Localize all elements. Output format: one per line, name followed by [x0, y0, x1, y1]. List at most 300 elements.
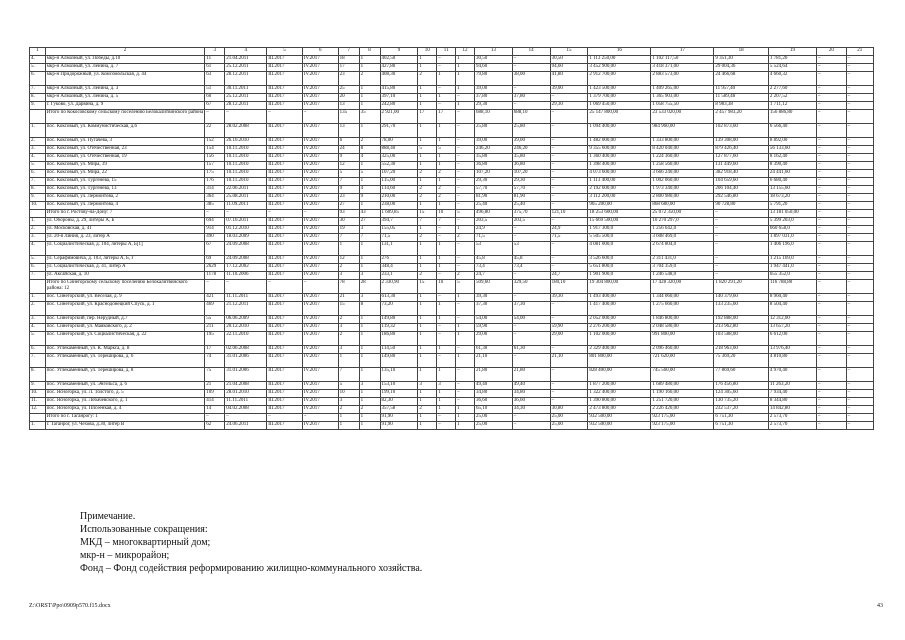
- table-cell: 94,60: [475, 64, 513, 72]
- table-cell: III.2017: [267, 422, 303, 430]
- table-cell: 25.12.2011: [225, 94, 267, 102]
- table-cell: –: [550, 242, 588, 256]
- table-cell: 1.: [30, 218, 46, 226]
- table-cell: 35,80: [512, 154, 550, 162]
- header-cell: 10: [418, 48, 437, 56]
- table-cell: 6.: [30, 346, 46, 354]
- table-cell: 6.: [30, 72, 46, 86]
- table-cell: 2: [456, 272, 475, 280]
- table-cell: [30, 210, 46, 218]
- table-cell: –: [817, 186, 846, 194]
- table-cell: 5 399 203,0: [768, 218, 816, 226]
- table-cell: 28.12.2011: [225, 102, 267, 110]
- table-cell: 119,32: [380, 324, 418, 332]
- table-cell: 24,7: [550, 272, 588, 280]
- table-cell: 2 921,00: [380, 110, 418, 124]
- table-cell: 1: [338, 414, 359, 422]
- footer-page-number: 43: [877, 603, 883, 609]
- table-cell: 218 963,60: [714, 346, 769, 354]
- table-cell: –: [846, 124, 873, 138]
- address-cell: мкр-н Алмазный, ул. Ленина, д. 7: [45, 64, 205, 72]
- table-cell: –: [846, 242, 873, 256]
- header-cell: 11: [437, 48, 456, 56]
- table-cell: 6 751,30: [714, 422, 769, 430]
- table-cell: 2: [418, 194, 437, 202]
- table-row: [30, 178, 874, 186]
- table-cell: 1: [437, 406, 456, 414]
- table-cell: 11.09.2011: [225, 202, 267, 210]
- table-cell: 07.10.2011: [225, 218, 267, 226]
- table-row: [30, 234, 874, 242]
- table-cell: 1: [456, 64, 475, 72]
- table-cell: 39,30: [550, 294, 588, 302]
- header-cell: 13: [475, 48, 513, 56]
- table-cell: 1: [418, 324, 437, 332]
- table-cell: 1 113 250,00: [588, 56, 651, 64]
- table-cell: IV.2017: [302, 382, 338, 390]
- table-cell: –: [817, 294, 846, 302]
- table-cell: –: [714, 210, 769, 218]
- table-cell: 21,10: [550, 354, 588, 368]
- table-cell: 1 973 340,00: [651, 186, 714, 194]
- table-cell: 23 533 020,00: [651, 110, 714, 124]
- table-cell: III.2017: [267, 72, 303, 86]
- table-cell: 3 704 359,0: [651, 264, 714, 272]
- table-cell: 868 680,00: [651, 202, 714, 210]
- table-cell: 2 912 700,00: [588, 72, 651, 86]
- address-cell: Итого по г. Таганрогу: 1: [45, 414, 205, 422]
- table-cell: –: [846, 194, 873, 202]
- table-cell: 1: [456, 56, 475, 64]
- header-cell: 7: [338, 48, 359, 56]
- table-cell: III.2017: [267, 178, 303, 186]
- table-cell: –: [512, 422, 550, 430]
- address-cell: пос. Коксовый, ул. Лермонтова, 4: [45, 202, 205, 210]
- table-cell: 1 493 400,00: [588, 294, 651, 302]
- table-cell: 688,10: [512, 110, 550, 124]
- table-cell: –: [846, 226, 873, 234]
- table-cell: IV.2017: [302, 146, 338, 154]
- table-cell: 104 659,60: [714, 178, 769, 186]
- table-cell: 12: [338, 162, 359, 170]
- table-cell: 1: [418, 178, 437, 186]
- table-cell: 3: [359, 272, 380, 280]
- table-cell: –: [817, 226, 846, 234]
- abbreviation-line: мкр-н – микрорайон;: [80, 550, 170, 561]
- table-cell: 1: [437, 256, 456, 264]
- table-cell: [30, 280, 46, 294]
- address-cell: пос. Ясногорка, ул. Лобачевского, д. 1: [45, 398, 205, 406]
- table-cell: 1: [359, 94, 380, 102]
- table-cell: –: [302, 110, 338, 124]
- table-cell: 31.01.2006: [225, 368, 267, 382]
- table-cell: 3.: [30, 146, 46, 154]
- table-cell: 2: [359, 138, 380, 146]
- table-cell: –: [267, 110, 303, 124]
- header-cell: 14: [512, 48, 550, 56]
- table-cell: –: [550, 368, 588, 382]
- table-cell: 991 800,00: [651, 332, 714, 346]
- subtotal-row: [30, 280, 874, 294]
- table-cell: –: [550, 264, 588, 272]
- table-cell: 2 048 580,00: [651, 324, 714, 332]
- table-cell: 1 482 000,00: [588, 138, 651, 146]
- table-cell: –: [437, 294, 456, 302]
- table-cell: –: [817, 72, 846, 86]
- table-cell: 325,00: [380, 154, 418, 162]
- table-cell: 2.: [30, 302, 46, 316]
- address-cell: пос. Коксовый, ул. Отечественная, 23: [45, 146, 205, 154]
- table-cell: 51: [205, 86, 225, 94]
- table-cell: –: [456, 154, 475, 162]
- table-cell: IV.2017: [302, 124, 338, 138]
- table-cell: 5 791,20: [768, 202, 816, 210]
- table-cell: III.2017: [267, 194, 303, 202]
- footer-file-path: Z:\ORST\Ppo\0909p570.f15.docx: [29, 603, 111, 609]
- table-cell: 5: [338, 170, 359, 178]
- table-cell: 29,30: [550, 102, 588, 110]
- table-cell: –: [456, 146, 475, 154]
- table-cell: –: [302, 210, 338, 218]
- table-cell: –: [846, 398, 873, 406]
- table-cell: 7: [418, 218, 437, 226]
- table-cell: 45,8: [512, 256, 550, 264]
- table-cell: –: [846, 302, 873, 316]
- table-cell: –: [817, 390, 846, 398]
- table-cell: 04.02.2008: [225, 406, 267, 414]
- register-table: [29, 47, 874, 430]
- table-cell: 1: [456, 422, 475, 430]
- table-cell: IV.2017: [302, 64, 338, 72]
- table-cell: –: [846, 72, 873, 86]
- table-cell: 2: [418, 272, 437, 280]
- table-cell: 59,90: [475, 324, 513, 332]
- table-cell: III.2017: [267, 398, 303, 406]
- table-row: [30, 316, 874, 324]
- table-cell: –: [846, 316, 873, 324]
- table-cell: 27: [338, 202, 359, 210]
- table-cell: IV.2017: [302, 218, 338, 226]
- table-cell: IV.2017: [302, 354, 338, 368]
- table-cell: 9: [359, 194, 380, 202]
- table-cell: –: [714, 256, 769, 264]
- table-cell: 29,30: [475, 178, 513, 186]
- table-cell: 10.: [30, 390, 46, 398]
- table-cell: 17 428 320,00: [651, 280, 714, 294]
- table-cell: 1: [456, 414, 475, 422]
- table-cell: III.2017: [267, 64, 303, 72]
- table-cell: –: [456, 398, 475, 406]
- table-cell: 923 175,00: [651, 422, 714, 430]
- table-cell: 1 215 169,0: [768, 256, 816, 264]
- table-cell: 133 235,60: [714, 302, 769, 316]
- table-cell: 1: [359, 178, 380, 186]
- table-cell: 2: [418, 406, 437, 414]
- table-cell: III.2017: [267, 218, 303, 226]
- table-cell: IV.2017: [302, 102, 338, 110]
- table-cell: 18: [338, 56, 359, 64]
- table-cell: 6.: [30, 170, 46, 178]
- table-cell: 414: [205, 398, 225, 406]
- table-cell: 1: [359, 414, 380, 422]
- table-cell: –: [225, 210, 267, 218]
- notes-title: Примечание.: [80, 511, 136, 522]
- table-cell: 210,00: [380, 194, 418, 202]
- table-cell: –: [456, 302, 475, 316]
- table-cell: 242,80: [380, 102, 418, 110]
- table-cell: 127 877,60: [714, 154, 769, 162]
- table-cell: 5: [456, 280, 475, 294]
- table-cell: 77 869,60: [714, 368, 769, 382]
- table-cell: 1: [359, 56, 380, 64]
- table-cell: 655 352,0: [768, 272, 816, 280]
- table-cell: 28.12.2011: [225, 72, 267, 86]
- table-cell: –: [550, 170, 588, 178]
- table-cell: 26.10.2010: [225, 138, 267, 146]
- table-cell: 13 657,20: [768, 324, 816, 332]
- table-cell: 8.: [30, 368, 46, 382]
- table-cell: 73,4: [512, 264, 550, 272]
- table-cell: IV.2017: [302, 202, 338, 210]
- table-cell: IV.2017: [302, 346, 338, 354]
- table-cell: 3: [338, 398, 359, 406]
- table-cell: 7: [338, 368, 359, 382]
- address-cell: пос. Углекаменный, ул. Тереширова, д. 8: [45, 368, 205, 382]
- table-cell: 2 052 000,00: [588, 316, 651, 324]
- table-cell: 1 365 903,00: [651, 94, 714, 102]
- address-cell: ул. 20-я Линия, д. 23, литер А: [45, 234, 205, 242]
- table-cell: –: [267, 210, 303, 218]
- table-cell: 10: [437, 210, 456, 218]
- table-cell: 7: [437, 218, 456, 226]
- table-cell: 233,1: [380, 272, 418, 280]
- table-cell: 25.12.2011: [225, 64, 267, 72]
- table-cell: 2: [437, 186, 456, 194]
- table-cell: 1: [359, 390, 380, 398]
- table-cell: 1.: [30, 294, 46, 302]
- table-cell: –: [437, 86, 456, 94]
- table-cell: –: [550, 138, 588, 146]
- table-cell: IV.2017: [302, 390, 338, 398]
- table-cell: –: [846, 368, 873, 382]
- table-cell: 55: [205, 316, 225, 324]
- table-cell: –: [846, 162, 873, 170]
- table-cell: 1: [418, 332, 437, 346]
- table-cell: 10.: [30, 202, 46, 210]
- table-cell: 37,80: [475, 94, 513, 102]
- header-cell: 19: [768, 48, 816, 56]
- table-cell: 8 390,40: [768, 162, 816, 170]
- table-cell: 25,00: [550, 422, 588, 430]
- table-cell: 1: [359, 346, 380, 354]
- table-cell: 21: [338, 294, 359, 302]
- table-cell: –: [846, 138, 873, 146]
- table-cell: –: [437, 324, 456, 332]
- table-cell: –: [817, 332, 846, 346]
- table-cell: 1 846 800,00: [651, 316, 714, 324]
- table-cell: 156 886,80: [768, 110, 816, 124]
- table-cell: 2 277,60: [768, 86, 816, 94]
- table-cell: 1 360 400,00: [588, 154, 651, 162]
- table-cell: 1: [418, 302, 437, 316]
- address-cell: пос. Ясногорка, ул. Л. Толстого, д. 5: [45, 390, 205, 398]
- table-cell: 1 190 160,00: [651, 390, 714, 398]
- table-cell: 1: [437, 124, 456, 138]
- table-cell: –: [817, 64, 846, 72]
- table-cell: III.2017: [267, 242, 303, 256]
- table-cell: –: [817, 398, 846, 406]
- table-cell: 12: [338, 256, 359, 264]
- table-cell: 660 658,0: [768, 226, 816, 234]
- table-cell: 1: [456, 72, 475, 86]
- table-cell: 30,80: [550, 406, 588, 414]
- table-cell: 1: [418, 154, 437, 162]
- table-row: [30, 302, 874, 316]
- table-cell: IV.2017: [302, 272, 338, 280]
- table-cell: 12 312,00: [768, 316, 816, 324]
- address-cell: пос. Коксовый, ул. Мира, 39: [45, 162, 205, 170]
- address-cell: мкр-н Алмазный, ул. Ленина, д. 3: [45, 86, 205, 94]
- address-cell: пос. Углекаменный, ул. Энгельса, д. 6: [45, 382, 205, 390]
- table-cell: –: [550, 382, 588, 390]
- table-cell: –: [817, 210, 846, 218]
- table-cell: IV.2017: [302, 256, 338, 264]
- table-cell: –: [267, 414, 303, 422]
- table-row: [30, 94, 874, 102]
- table-cell: 139 308,00: [714, 138, 769, 146]
- table-cell: 1 069 450,00: [588, 102, 651, 110]
- table-cell: 364: [205, 194, 225, 202]
- table-cell: 24 466,68: [714, 72, 769, 86]
- table-cell: 29,00: [550, 332, 588, 346]
- table-cell: 6: [338, 138, 359, 146]
- table-cell: 22.11.2010: [225, 332, 267, 346]
- table-cell: 36,60: [512, 398, 550, 406]
- address-cell: Итого по г. Ростову-на-Дону: 7: [45, 210, 205, 218]
- table-cell: III.2017: [267, 162, 303, 170]
- table-cell: 62: [205, 422, 225, 430]
- table-cell: –: [205, 414, 225, 422]
- table-cell: 375,70: [512, 210, 550, 218]
- table-cell: 30.11.2011: [225, 86, 267, 94]
- table-cell: 1 113 400,00: [588, 178, 651, 186]
- table-cell: –: [817, 94, 846, 102]
- table-cell: –: [714, 272, 769, 280]
- table-cell: IV.2017: [302, 170, 338, 178]
- table-cell: 2: [359, 72, 380, 86]
- table-cell: –: [846, 280, 873, 294]
- table-cell: 10.11.2010: [225, 178, 267, 186]
- table-cell: 24,9: [475, 226, 513, 234]
- address-cell: пос. Коксовый, ул. Мира, 22: [45, 170, 205, 178]
- table-cell: 2: [338, 316, 359, 324]
- table-cell: –: [456, 368, 475, 382]
- table-cell: 15: [418, 210, 437, 218]
- table-cell: 53: [512, 242, 550, 256]
- table-row: [30, 294, 874, 302]
- table-cell: 923 175,00: [651, 414, 714, 422]
- table-cell: 91,90: [380, 422, 418, 430]
- table-cell: 27: [359, 218, 380, 226]
- table-header-row: [30, 48, 874, 56]
- address-cell: ул. Аксайская, д. 10: [45, 272, 205, 280]
- table-cell: 135,10: [380, 368, 418, 382]
- table-cell: IV.2017: [302, 178, 338, 186]
- table-row: [30, 272, 874, 280]
- table-cell: 67: [205, 242, 225, 256]
- table-row: [30, 186, 874, 194]
- table-cell: –: [437, 332, 456, 346]
- address-cell: Итого по Синегорскому сельскому поселению Белокалитвинского района: 12: [45, 280, 205, 294]
- table-cell: 124 305,60: [714, 390, 769, 398]
- table-cell: IV.2017: [302, 226, 338, 234]
- table-cell: –: [550, 110, 588, 124]
- table-cell: 109: [205, 390, 225, 398]
- table-cell: 199,10: [380, 390, 418, 398]
- table-cell: 3: [359, 294, 380, 302]
- table-cell: –: [550, 154, 588, 162]
- table-cell: 3.: [30, 234, 46, 242]
- table-row: [30, 368, 874, 382]
- address-cell: мкр-н Алмазный, ул. Победы, д.10: [45, 56, 205, 64]
- table-cell: 2: [359, 406, 380, 414]
- table-cell: –: [512, 234, 550, 242]
- table-row: [30, 218, 874, 226]
- table-cell: 24.06.2011: [225, 422, 267, 430]
- table-cell: 20: [338, 94, 359, 102]
- table-cell: 25 147 800,00: [588, 110, 651, 124]
- table-cell: 4.: [30, 324, 46, 332]
- table-cell: –: [512, 86, 550, 94]
- table-cell: 7 934,40: [768, 390, 816, 398]
- table-cell: –: [550, 202, 588, 210]
- table-cell: 22.06.2011: [225, 186, 267, 194]
- table-cell: III.2017: [267, 186, 303, 194]
- table-cell: 45,8: [475, 256, 513, 264]
- table-cell: 175: [205, 170, 225, 178]
- table-cell: 490: [205, 234, 225, 242]
- table-cell: 9: [338, 186, 359, 194]
- table-cell: 49,40: [512, 382, 550, 390]
- table-cell: –: [456, 94, 475, 102]
- table-cell: –: [817, 110, 846, 124]
- table-row: [30, 146, 874, 154]
- table-cell: 206 104,40: [714, 186, 769, 194]
- table-cell: –: [437, 422, 456, 430]
- table-cell: 1: [418, 124, 437, 138]
- table-cell: 1 409 265,00: [651, 86, 714, 94]
- table-cell: 36,80: [512, 162, 550, 170]
- table-cell: 19: [338, 226, 359, 234]
- table-cell: 5 524,64: [768, 64, 816, 72]
- table-row: [30, 194, 874, 202]
- table-cell: III.2017: [267, 202, 303, 210]
- table-cell: 1: [418, 102, 437, 110]
- table-cell: 61,30: [475, 346, 513, 354]
- table-cell: 5 651 800,0: [588, 264, 651, 272]
- table-cell: 203,5: [512, 218, 550, 226]
- table-cell: 102 873,60: [714, 124, 769, 138]
- table-cell: 1 947 441,0: [768, 264, 816, 272]
- table-cell: 1: [418, 226, 437, 234]
- table-cell: 1: [418, 398, 437, 406]
- table-cell: 9.: [30, 382, 46, 390]
- table-cell: 8 504,40: [768, 302, 816, 316]
- table-cell: [30, 110, 46, 124]
- table-row: [30, 398, 874, 406]
- table-cell: 1: [456, 86, 475, 94]
- header-cell: 21: [846, 48, 873, 56]
